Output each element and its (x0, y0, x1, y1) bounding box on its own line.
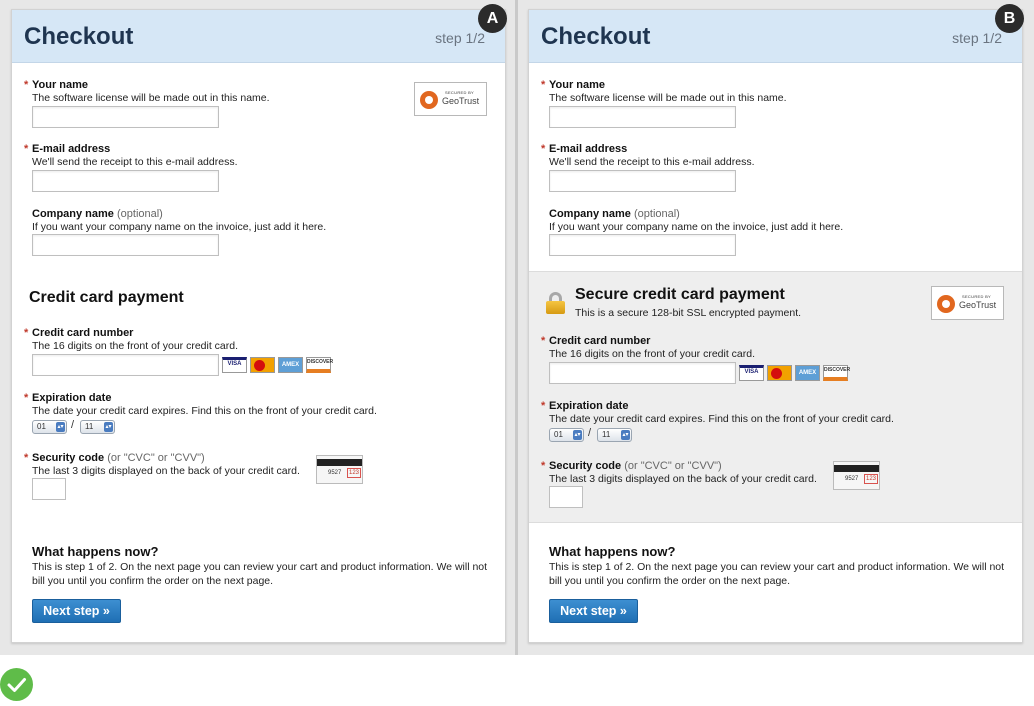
name-help: The software license will be made out in this name. (549, 92, 787, 104)
visa-icon: VISA (222, 357, 247, 373)
email-label-group: * E-mail address We'll send the receipt to this e-mail address. (541, 143, 755, 168)
payment-section-subtitle: This is a secure 128-bit SSL encrypted payment. (575, 307, 802, 319)
card-number-input[interactable] (549, 362, 736, 384)
expiration-label-group: * Expiration date The date your credit card expires. Find this on the front of your credit card. (24, 392, 377, 417)
checkout-header (529, 10, 1022, 63)
page-title: Checkout (24, 23, 134, 50)
expiration-help: The date your credit card expires. Find this on the front of your credit card. (32, 405, 377, 417)
security-label-group: * Security code (or "CVC" or "CVV") The last 3 digits displayed on the back of your credit card. (24, 452, 300, 477)
card-number-help: The 16 digits on the front of your credit card. (32, 340, 239, 352)
what-happens-text: This is step 1 of 2. On the next page you can review your cart and product information. We will not bill you until you confirm the order on the next page. (549, 561, 1005, 587)
next-step-button[interactable]: Next step » (549, 599, 638, 623)
security-help: The last 3 digits displayed on the back of your credit card. (549, 473, 817, 485)
email-label: E-mail address (549, 143, 628, 155)
amex-icon: AMEX (795, 365, 820, 381)
email-label: E-mail address (32, 143, 111, 155)
padlock-icon (546, 292, 565, 314)
what-happens-text: This is step 1 of 2. On the next page you can review your cart and product information. We will not bill you until you confirm the order on the next page. (32, 561, 488, 587)
security-code-input[interactable] (32, 478, 66, 500)
company-label: Company name (optional) (549, 208, 680, 220)
security-label: Security code (or "CVC" or "CVV") (32, 452, 205, 464)
email-help: We'll send the receipt to this e-mail address. (549, 156, 755, 168)
company-help: If you want your company name on the invoice, just add it here. (32, 221, 327, 233)
step-indicator: step 1/2 (435, 30, 485, 46)
name-label-group: * Your name The software license will be made out in this name. (24, 79, 270, 104)
email-input[interactable] (32, 170, 219, 192)
expiration-year-select[interactable]: 11 ▴▾ (80, 420, 115, 434)
checkout-panel-b: Checkout step 1/2 B * Your name The software license will be made out in this name. * E-mail address We'll send the receipt to this e-mail address. Company name (optional) If you want your company name on the invoice, just add it here. Secure credit card payment This is a secure 128-bit SSL encrypted payment. SECURED BY GeoTrust * Credit card number The 16 digits on the front of your credit card. VISA AMEX DISCOVER * Expiration date The date your credit card expires. Find this on the front of your credit card. 01 ▴▾ / 11 ▴▾ * Security code (or "CVC" or "CVV") The last 3 digits displayed on the back of your credit card. 9527 123 What happens now? This is step 1 of 2. On the next page you can review your cart and product information. We will not bill you until you confirm the order on the next page. Next step » (528, 9, 1023, 643)
email-input[interactable] (549, 170, 736, 192)
name-label-group: * Your name The software license will be made out in this name. (541, 79, 787, 104)
card-number-help: The 16 digits on the front of your credit card. (549, 348, 756, 360)
company-input[interactable] (32, 234, 219, 256)
check-circle-icon (0, 668, 33, 701)
company-input[interactable] (549, 234, 736, 256)
card-number-label: Credit card number (32, 327, 134, 339)
panel-divider (515, 0, 518, 655)
mastercard-icon (767, 365, 792, 381)
cvc-card-icon: 9527 123 (316, 455, 363, 484)
name-help: The software license will be made out in this name. (32, 92, 270, 104)
card-logos (222, 357, 334, 373)
expiration-month-select[interactable]: 01 ▴▾ (549, 428, 584, 442)
chevron-down-icon: ▴▾ (574, 432, 581, 438)
email-help: We'll send the receipt to this e-mail address. (32, 156, 238, 168)
card-number-label: Credit card number (549, 335, 651, 347)
company-label: Company name (optional) (32, 208, 163, 220)
expiration-help: The date your credit card expires. Find this on the front of your credit card. (549, 413, 894, 425)
name-label: Your name (549, 79, 606, 91)
geotrust-seal: SECURED BY GeoTrust (414, 82, 487, 116)
expiration-label-group: * Expiration date The date your credit card expires. Find this on the front of your credit card. (541, 400, 894, 425)
checkout-header (12, 10, 505, 63)
company-help: If you want your company name on the invoice, just add it here. (549, 221, 844, 233)
company-label-group (549, 208, 843, 234)
chevron-down-icon: ▴▾ (57, 424, 64, 430)
card-logos (739, 365, 851, 381)
geotrust-logo-icon (420, 91, 438, 109)
company-label-group (32, 208, 326, 234)
expiration-year-select[interactable]: 11 ▴▾ (597, 428, 632, 442)
mastercard-icon (250, 357, 275, 373)
checkout-panel-a: Checkout step 1/2 A * Your name The software license will be made out in this name. SECURED BY GeoTrust * E-mail address We'll send the receipt to this e-mail address. Company name (optional) If you want your company name on the invoice, just add it here. Credit card payment * Credit card number The 16 digits on the front of your credit card. VISA AMEX DISCOVER * Expiration date The date your credit card expires. Find this on the front of your credit card. 01 ▴▾ / 11 ▴▾ * Security code (or "CVC" or "CVV") The last 3 digits displayed on the back of your credit card. 9527 123 What happens now? This is step 1 of 2. On the next page you can review your cart and product information. We will not bill you until you confirm the order on the next page. Next step » (11, 9, 506, 643)
step-indicator: step 1/2 (952, 30, 1002, 46)
name-label: Your name (32, 79, 89, 91)
cvc-card-icon: 9527 123 (833, 461, 880, 490)
chevron-down-icon: ▴▾ (105, 424, 112, 430)
geotrust-logo-icon (937, 295, 955, 313)
discover-icon: DISCOVER (823, 365, 848, 381)
visa-icon: VISA (739, 365, 764, 381)
expiration-month-select[interactable]: 01 ▴▾ (32, 420, 67, 434)
next-step-button[interactable]: Next step » (32, 599, 121, 623)
variant-badge: A (478, 4, 507, 33)
variant-badge: B (995, 4, 1024, 33)
email-label-group: * E-mail address We'll send the receipt to this e-mail address. (24, 143, 238, 168)
expiration-label: Expiration date (549, 400, 629, 412)
security-label: Security code (or "CVC" or "CVV") (549, 460, 722, 472)
payment-section-title: Secure credit card payment (575, 286, 785, 303)
chevron-down-icon: ▴▾ (622, 432, 629, 438)
card-number-label-group: * Credit card number The 16 digits on the front of your credit card. (24, 327, 239, 352)
what-happens-title: What happens now? (549, 544, 676, 559)
geotrust-seal: SECURED BY GeoTrust (931, 286, 1004, 320)
security-help: The last 3 digits displayed on the back of your credit card. (32, 465, 300, 477)
name-input[interactable] (32, 106, 219, 128)
amex-icon: AMEX (278, 357, 303, 373)
expiration-label: Expiration date (32, 392, 112, 404)
payment-section-title: Credit card payment (29, 289, 184, 306)
what-happens-title: What happens now? (32, 544, 159, 559)
discover-icon: DISCOVER (306, 357, 331, 373)
page-title: Checkout (541, 23, 651, 50)
card-number-label-group: * Credit card number The 16 digits on the front of your credit card. (541, 335, 756, 360)
security-code-input[interactable] (549, 486, 583, 508)
card-number-input[interactable] (32, 354, 219, 376)
security-label-group: * Security code (or "CVC" or "CVV") The last 3 digits displayed on the back of your credit card. (541, 460, 817, 485)
name-input[interactable] (549, 106, 736, 128)
